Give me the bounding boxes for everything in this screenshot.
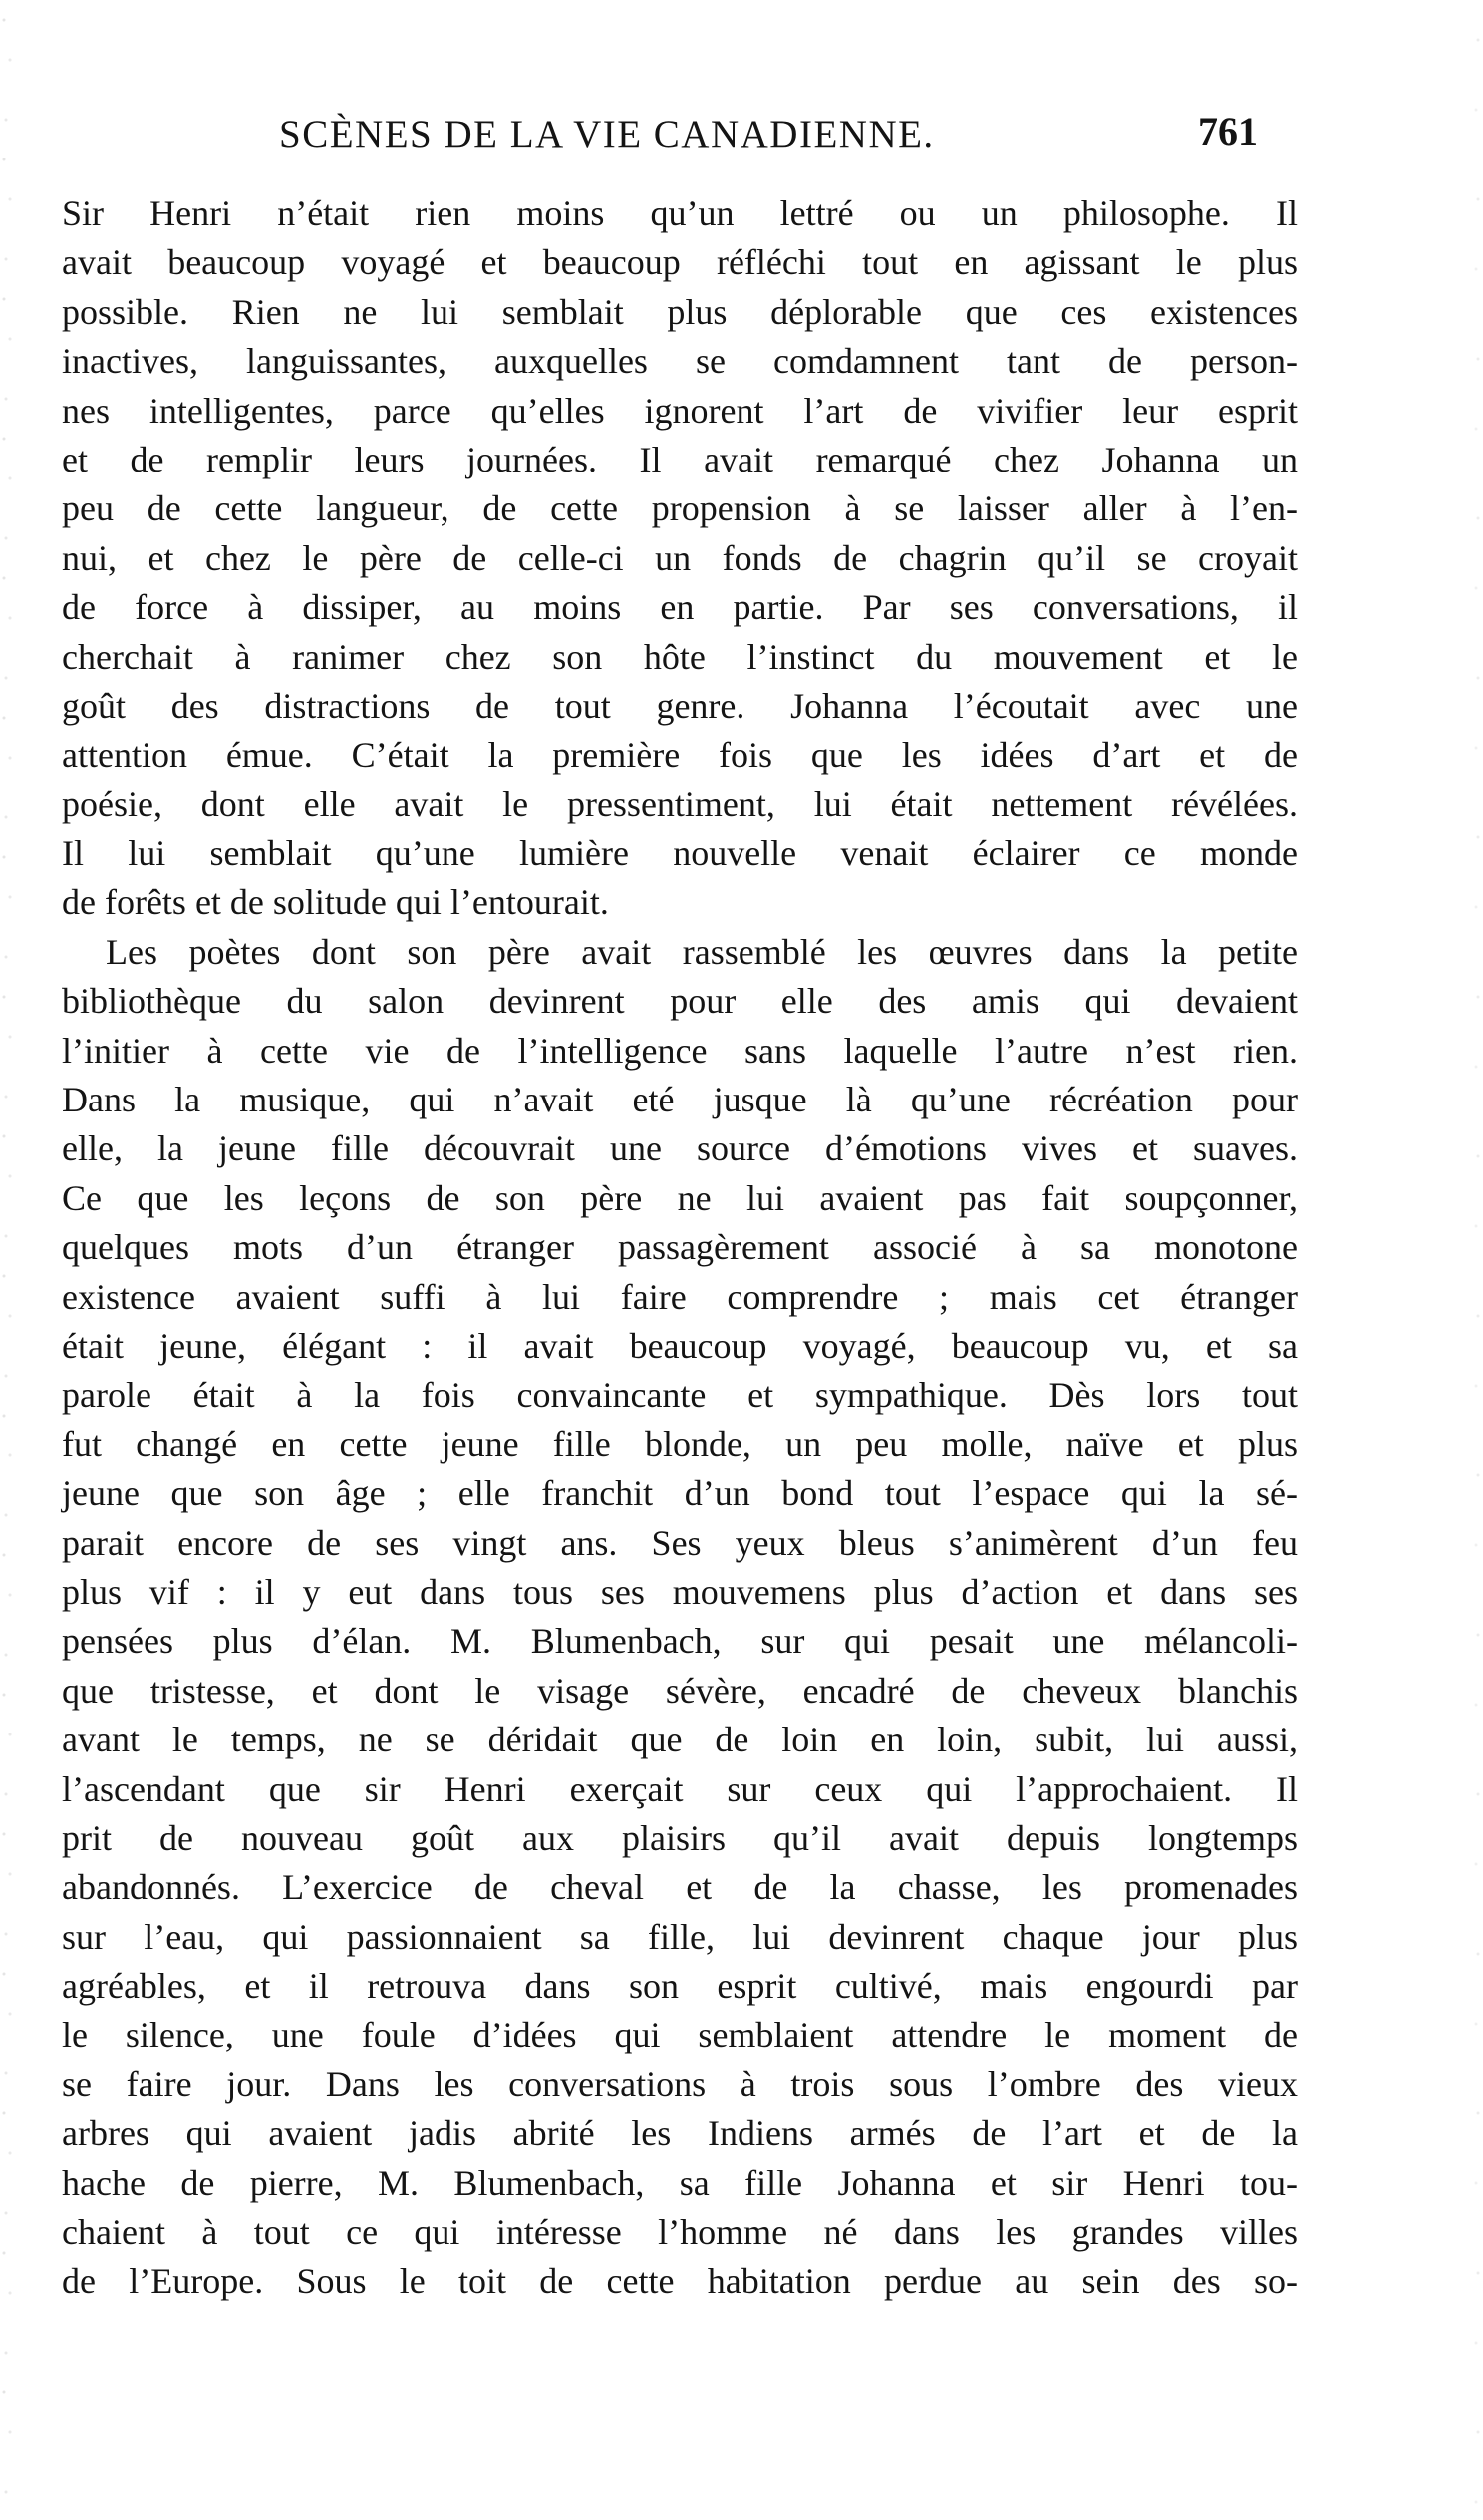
text-line: Les poètes dont son père avait rassemblé les œuvres dans la petite [106,931,1298,972]
text-line: sur l’eau, qui passionnaient sa fille, lui devinrent chaque jour plus [62,1916,1298,1957]
text-line: avant le temps, ne se déridait que de loin en loin, subit, lui aussi, [62,1720,1298,1760]
text-line: avait beaucoup voyagé et beaucoup réfléchi tout en agissant le plus [62,242,1298,283]
text-line: que tristesse, et dont le visage sévère, encadré de cheveux blanchis [62,1670,1298,1711]
text-line: se faire jour. Dans les conversations à trois sous l’ombre des vieux [62,2063,1298,2104]
text-line: de forêts et de solitude qui l’entourait. [62,882,609,923]
text-line: abandonnés. L’exercice de cheval et de la chasse, les promenades [62,1867,1298,1908]
page-edge-left [0,0,18,2520]
text-line: prit de nouveau goût aux plaisirs qu’il avait depuis longtemps [62,1817,1298,1858]
text-line: cherchait à ranimer chez son hôte l’instinct du mouvement et le [62,636,1298,677]
text-line: l’ascendant que sir Henri exerçait sur ceux qui l’approchaient. Il [62,1768,1298,1809]
text-line: poésie, dont elle avait le pressentiment, lui était nettement révélées. [62,784,1298,824]
text-line: existence avaient suffi à lui faire comprendre ; mais cet étranger [62,1276,1298,1317]
text-line: Ce que les leçons de son père ne lui avaient pas fait soupçonner, [62,1177,1298,1218]
text-line: le silence, une foule d’idées qui semblaient attendre le moment de [62,2015,1298,2055]
text-line: Il lui semblait qu’une lumière nouvelle venait éclairer ce monde [62,833,1298,874]
text-line: elle, la jeune fille découvrait une source d’émotions vives et suaves. [62,1128,1298,1169]
text-line: nui, et chez le père de celle-ci un fonds de chagrin qu’il se croyait [62,537,1298,578]
text-line: peu de cette langueur, de cette propension à se laisser aller à l’en- [62,488,1298,529]
text-line: l’initier à cette vie de l’intelligence sans laquelle l’autre n’est rien. [62,1030,1298,1071]
body-text [62,189,1298,2307]
page-number: 761 [1198,109,1258,154]
paragraph [62,189,1298,928]
running-title: SCÈNES DE LA VIE CANADIENNE. [279,113,935,156]
text-line: arbres qui avaient jadis abrité les Indiens armés de l’art et de la [62,2113,1298,2154]
text-line: parait encore de ses vingt ans. Ses yeux bleus s’animèrent d’un feu [62,1522,1298,1563]
text-line: de force à dissiper, au moins en partie. Par ses conversations, il [62,587,1298,628]
text-line: quelques mots d’un étranger passagèrement associé à sa monotone [62,1227,1298,1268]
text-line: Sir Henri n’était rien moins qu’un lettré ou un philosophe. Il [62,193,1298,233]
text-line: de l’Europe. Sous le toit de cette habitation perdue au sein des so- [62,2261,1298,2302]
text-line: agréables, et il retrouva dans son esprit cultivé, mais engourdi par [62,1966,1298,2007]
running-head [279,109,1258,171]
text-line: plus vif : il y eut dans tous ses mouvemens plus d’action et dans ses [62,1571,1298,1612]
text-line: goût des distractions de tout genre. Johanna l’écoutait avec une [62,685,1298,726]
text-line: Dans la musique, qui n’avait eté jusque là qu’une récréation pour [62,1080,1298,1120]
text-line: chaient à tout ce qui intéresse l’homme né dans les grandes villes [62,2212,1298,2253]
page-edge-right [1473,0,1483,2520]
text-line: nes intelligentes, parce qu’elles ignorent l’art de vivifier leur esprit [62,390,1298,431]
text-line: hache de pierre, M. Blumenbach, sa fille Johanna et sir Henri tou- [62,2162,1298,2203]
text-line: fut changé en cette jeune fille blonde, un peu molle, naïve et plus [62,1423,1298,1464]
text-line: possible. Rien ne lui semblait plus déplorable que ces existences [62,291,1298,332]
text-line: jeune que son âge ; elle franchit d’un bond tout l’espace qui la sé- [62,1473,1298,1514]
text-line: attention émue. C’était la première fois que les idées d’art et de [62,735,1298,776]
text-line: bibliothèque du salon devinrent pour elle des amis qui devaient [62,981,1298,1022]
text-line: et de remplir leurs journées. Il avait remarqué chez Johanna un [62,439,1298,479]
text-line: pensées plus d’élan. M. Blumenbach, sur qui pesait une mélancoli- [62,1621,1298,1662]
text-line: inactives, languissantes, auxquelles se comdamnent tant de person- [62,341,1298,382]
paragraph [62,928,1298,2307]
text-line: parole était à la fois convaincante et sympathique. Dès lors tout [62,1375,1298,1416]
text-line: était jeune, élégant : il avait beaucoup voyagé, beaucoup vu, et sa [62,1325,1298,1366]
